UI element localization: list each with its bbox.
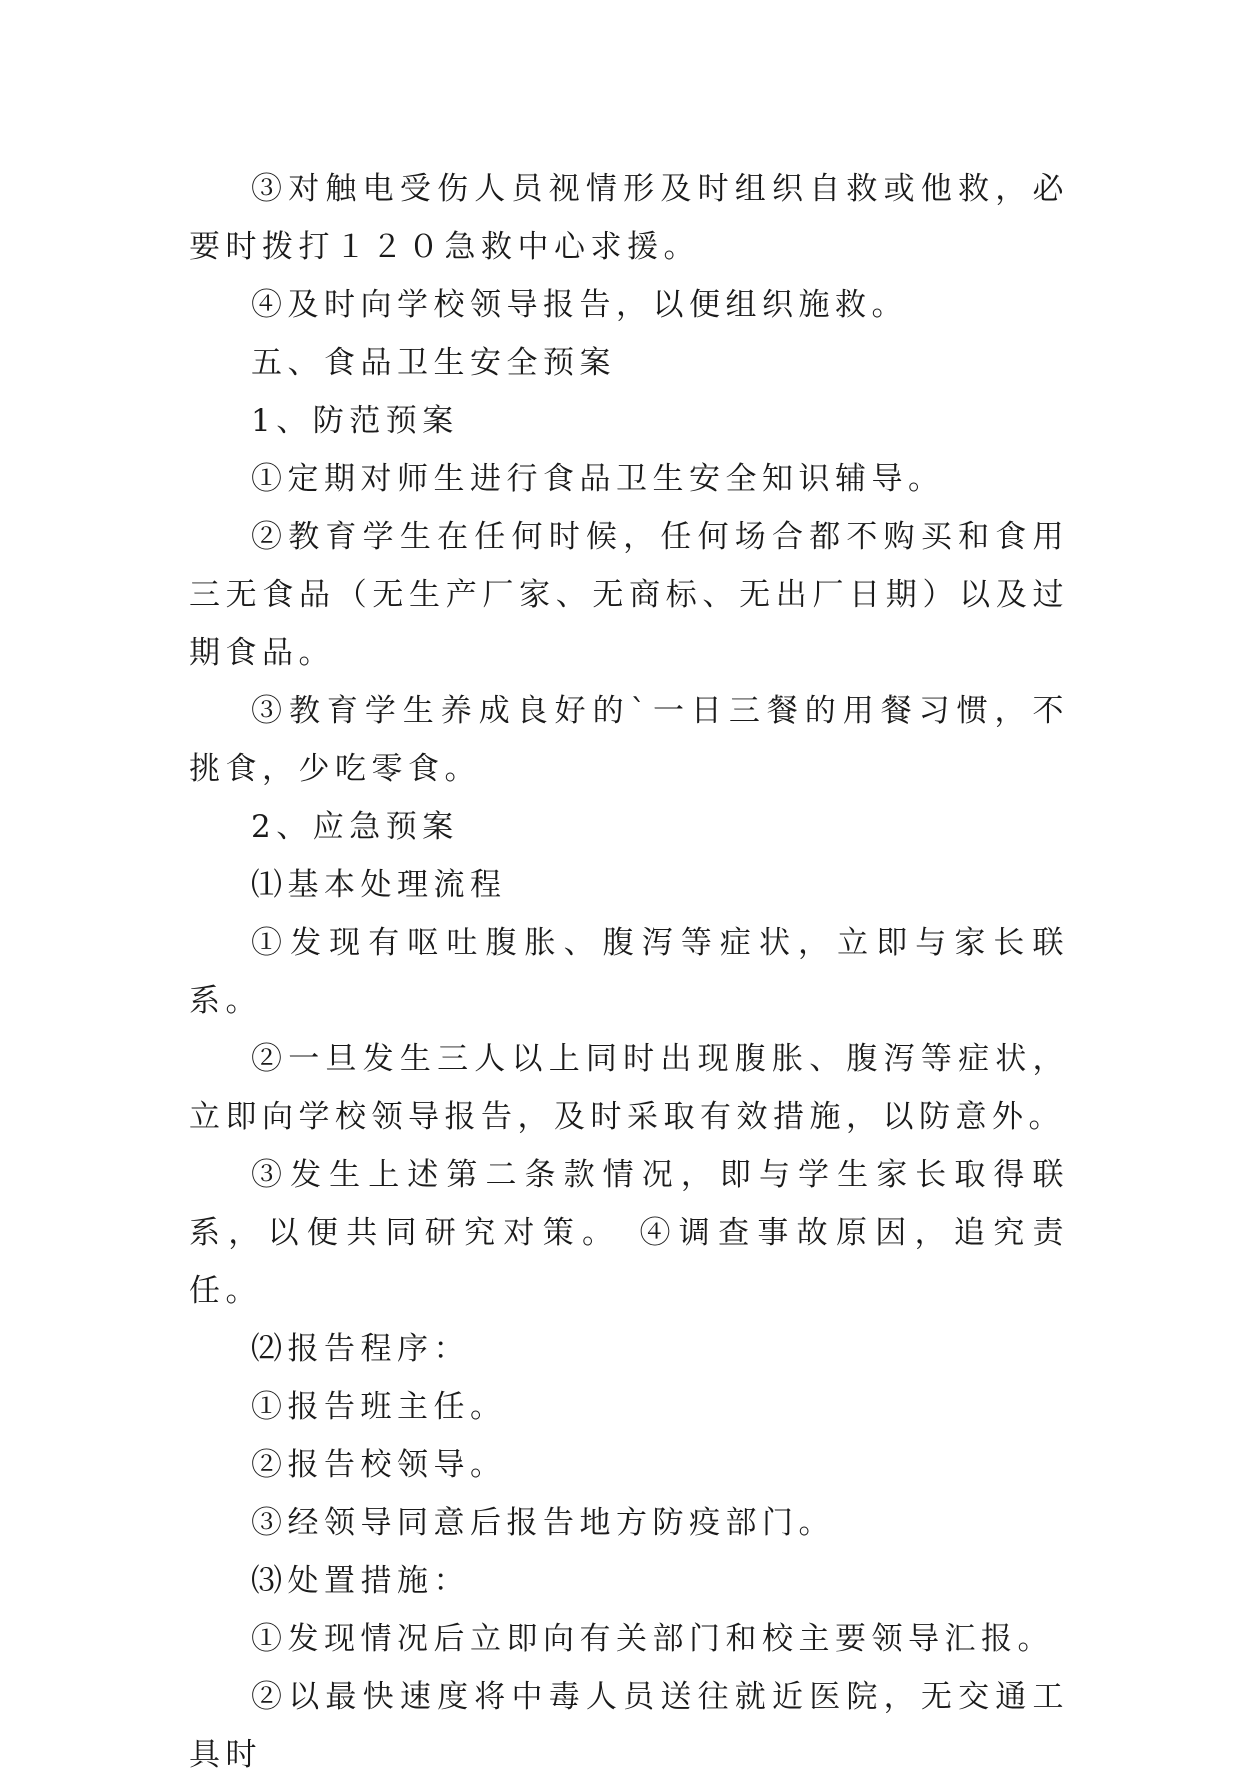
- paragraph: ②一旦发生三人以上同时出现腹胀、腹泻等症状，立即向学校领导报告，及时采取有效措施，以防意外。: [189, 1041, 1069, 1135]
- paragraph: ③发生上述第二条款情况，即与学生家长取得联系，以便共同研究对策。 ④调查事故原因，追究责任。: [189, 1157, 1069, 1309]
- section-heading: 五、食品卫生安全预案: [251, 345, 616, 381]
- paragraph: ③对触电受伤人员视情形及时组织自救或他救，必要时拨打１２０急救中心求援。: [189, 171, 1069, 265]
- paragraph: ③经领导同意后报告地方防疫部门。: [251, 1505, 835, 1541]
- paragraph: ①发现情况后立即向有关部门和校主要领导汇报。: [251, 1621, 1054, 1657]
- subsection-heading: ⑵报告程序：: [251, 1331, 470, 1367]
- subsection-heading: 2、应急预案: [251, 809, 459, 845]
- subsection-heading: ⑶处置措施：: [251, 1563, 470, 1599]
- paragraph: ②以最快速度将中毒人员送往就近医院，无交通工具时: [189, 1679, 1069, 1773]
- paragraph: ③教育学生养成良好的`一日三餐的用餐习惯，不挑食，少吃零食。: [189, 693, 1069, 787]
- paragraph: ①发现有呕吐腹胀、腹泻等症状，立即与家长联系。: [189, 925, 1069, 1019]
- paragraph: ②教育学生在任何时候，任何场合都不购买和食用三无食品（无生产厂家、无商标、无出厂日期）以及过期食品。: [189, 519, 1069, 671]
- paragraph: ①定期对师生进行食品卫生安全知识辅导。: [251, 461, 945, 497]
- subsection-heading: 1、防范预案: [251, 403, 459, 439]
- subsection-heading: ⑴基本处理流程: [251, 867, 507, 903]
- paragraph: ④及时向学校领导报告，以便组织施救。: [251, 287, 908, 323]
- paragraph: ①报告班主任。: [251, 1389, 507, 1425]
- document-body: [189, 160, 1069, 1784]
- paragraph: ②报告校领导。: [251, 1447, 507, 1483]
